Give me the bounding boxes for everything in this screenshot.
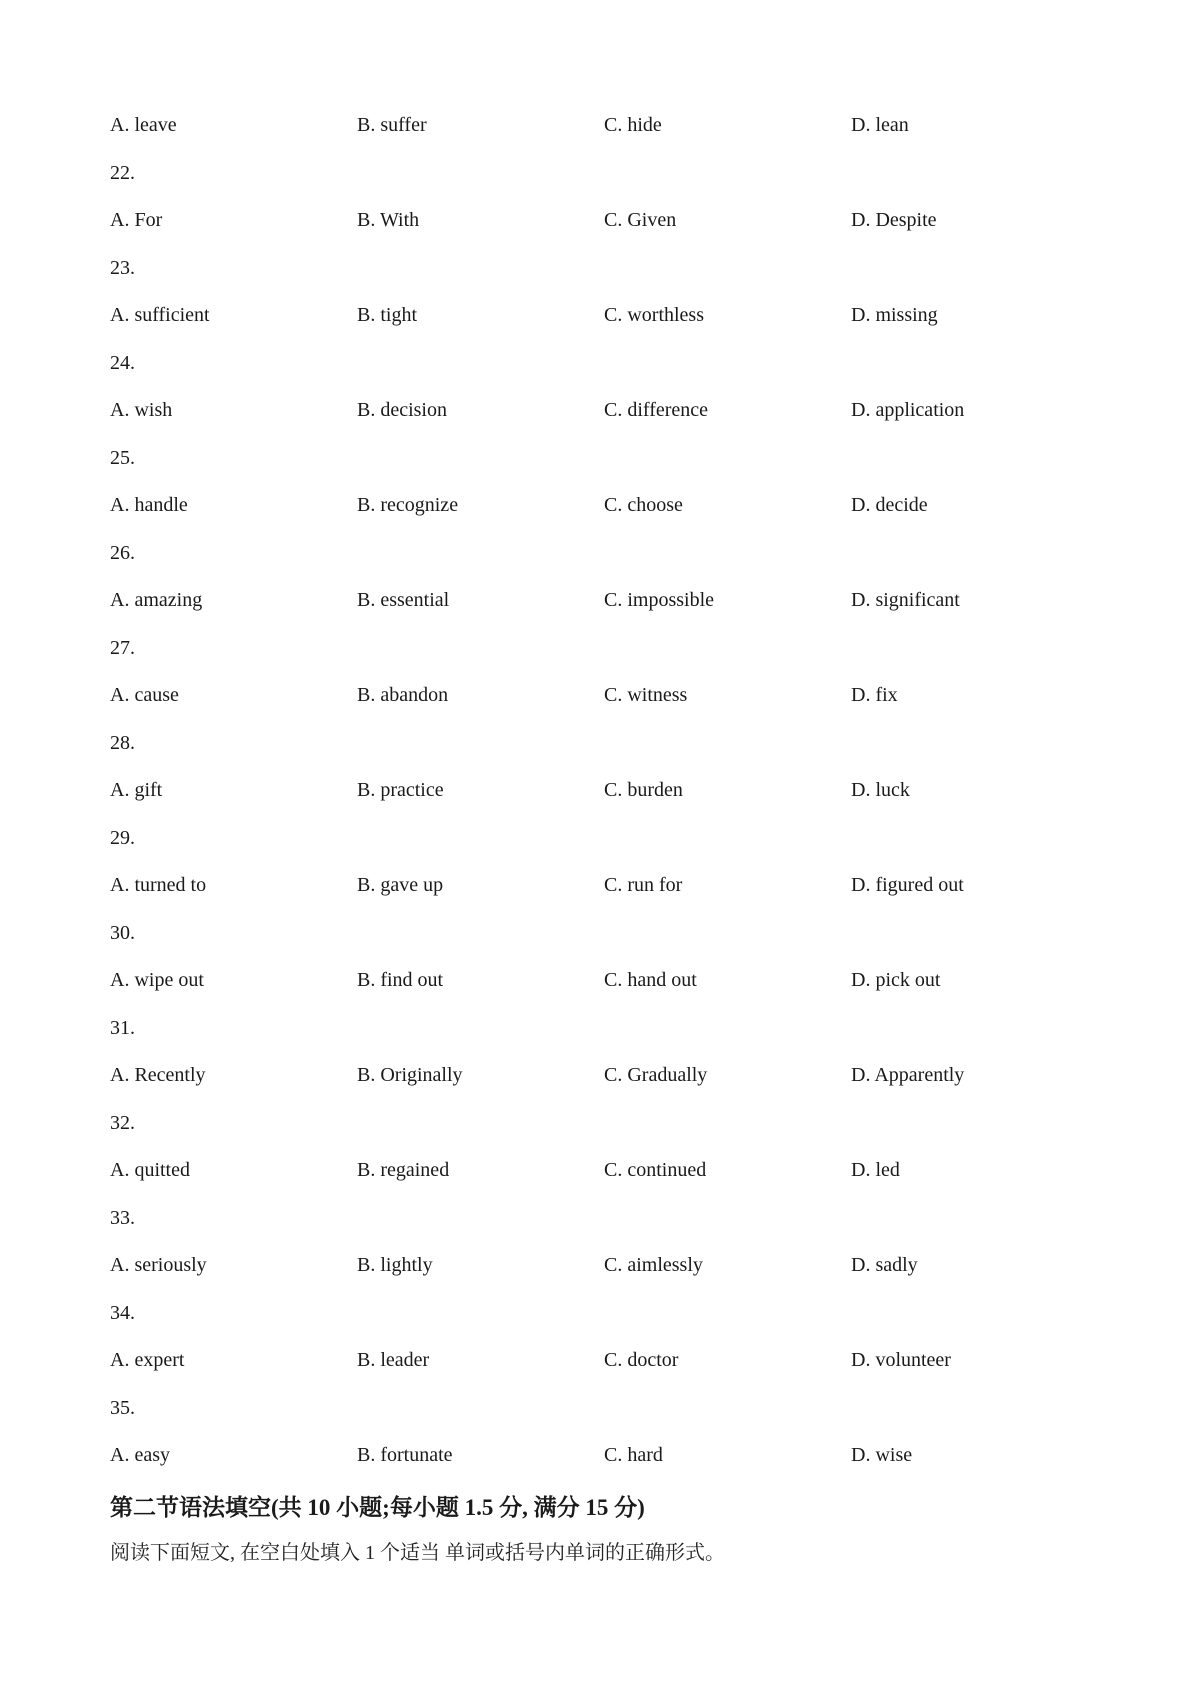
question-number: 33. — [110, 1206, 135, 1229]
option-a: A. cause — [110, 684, 179, 707]
question-list — [110, 150, 1110, 1480]
options-row — [110, 862, 1110, 910]
option-b: B. tight — [357, 304, 418, 327]
option-a: A. easy — [110, 1444, 170, 1467]
option-a: A. Recently — [110, 1064, 206, 1087]
option-c: C. choose — [604, 494, 683, 517]
options-row-21 — [110, 102, 1110, 150]
option-b: B. With — [357, 209, 420, 232]
question-number: 23. — [110, 256, 135, 279]
option-d: D. significant — [851, 589, 960, 612]
option-c: C. hard — [604, 1444, 663, 1467]
option-d: D. lean — [851, 114, 909, 137]
option-c: C. aimlessly — [604, 1254, 703, 1277]
option-a: A. gift — [110, 779, 163, 802]
options-row — [110, 292, 1110, 340]
question-number: 24. — [110, 351, 135, 374]
option-d: D. volunteer — [851, 1349, 951, 1372]
option-b: B. find out — [357, 969, 444, 992]
options-row — [110, 387, 1110, 435]
option-c: C. worthless — [604, 304, 704, 327]
option-a: A. expert — [110, 1349, 185, 1372]
option-b: B. fortunate — [357, 1444, 453, 1467]
option-a: A. quitted — [110, 1159, 190, 1182]
option-d: D. decide — [851, 494, 928, 517]
option-d: D. pick out — [851, 969, 941, 992]
option-a: A. For — [110, 209, 163, 232]
option-c: C. Given — [604, 209, 677, 232]
option-d: D. fix — [851, 684, 898, 707]
option-a: A. seriously — [110, 1254, 207, 1277]
option-b: B. Originally — [357, 1064, 463, 1087]
question-number: 22. — [110, 161, 135, 184]
option-d: D. figured out — [851, 874, 964, 897]
option-d: D. luck — [851, 779, 910, 802]
question-number: 32. — [110, 1111, 135, 1134]
option-c: C. Gradually — [604, 1064, 708, 1087]
document-body — [110, 102, 1110, 1574]
option-b: B. abandon — [357, 684, 449, 707]
option-b: B. regained — [357, 1159, 450, 1182]
options-row — [110, 1337, 1110, 1385]
options-row — [110, 672, 1110, 720]
option-a: A. amazing — [110, 589, 203, 612]
option-c: C. run for — [604, 874, 683, 897]
option-a: A. wish — [110, 399, 173, 422]
option-c: C. difference — [604, 399, 709, 422]
options-row — [110, 1147, 1110, 1195]
option-d: D. application — [851, 399, 965, 422]
question-number: 27. — [110, 636, 135, 659]
option-a: A. handle — [110, 494, 188, 517]
option-d: D. wise — [851, 1444, 913, 1467]
options-row — [110, 577, 1110, 625]
option-c: C. impossible — [604, 589, 715, 612]
question-number: 26. — [110, 541, 135, 564]
option-b: B. practice — [357, 779, 444, 802]
option-d: D. led — [851, 1159, 900, 1182]
options-row — [110, 767, 1110, 815]
options-row — [110, 1432, 1110, 1480]
option-a: A. leave — [110, 114, 177, 137]
section-title: 第二节语法填空(共 10 小题;每小题 1.5 分, 满分 15 分) — [110, 1495, 645, 1520]
option-b: B. essential — [357, 589, 450, 612]
question-number: 28. — [110, 731, 135, 754]
question-number: 31. — [110, 1016, 135, 1039]
option-c: C. witness — [604, 684, 688, 707]
option-d: D. Despite — [851, 209, 937, 232]
option-c: C. doctor — [604, 1349, 679, 1372]
question-number: 35. — [110, 1396, 135, 1419]
section-instruction: 阅读下面短文, 在空白处填入 1 个适当 单词或括号内单词的正确形式。 — [110, 1542, 725, 1564]
question-number: 25. — [110, 446, 135, 469]
option-b: B. gave up — [357, 874, 444, 897]
question-number: 29. — [110, 826, 135, 849]
option-c: C. burden — [604, 779, 683, 802]
option-c: C. continued — [604, 1159, 707, 1182]
options-row — [110, 957, 1110, 1005]
options-row — [110, 197, 1110, 245]
option-a: A. turned to — [110, 874, 207, 897]
options-row — [110, 1052, 1110, 1100]
option-a: A. wipe out — [110, 969, 204, 992]
option-a: A. sufficient — [110, 304, 210, 327]
options-row — [110, 1242, 1110, 1290]
question-number: 30. — [110, 921, 135, 944]
option-b: B. suffer — [357, 114, 427, 137]
option-b: B. decision — [357, 399, 447, 422]
option-d: D. missing — [851, 304, 938, 327]
option-c: C. hide — [604, 114, 662, 137]
option-c: C. hand out — [604, 969, 697, 992]
option-d: D. sadly — [851, 1254, 918, 1277]
option-d: D. Apparently — [851, 1064, 965, 1087]
options-row — [110, 482, 1110, 530]
option-b: B. lightly — [357, 1254, 433, 1277]
option-b: B. recognize — [357, 494, 459, 517]
option-b: B. leader — [357, 1349, 430, 1372]
question-number: 34. — [110, 1301, 135, 1324]
